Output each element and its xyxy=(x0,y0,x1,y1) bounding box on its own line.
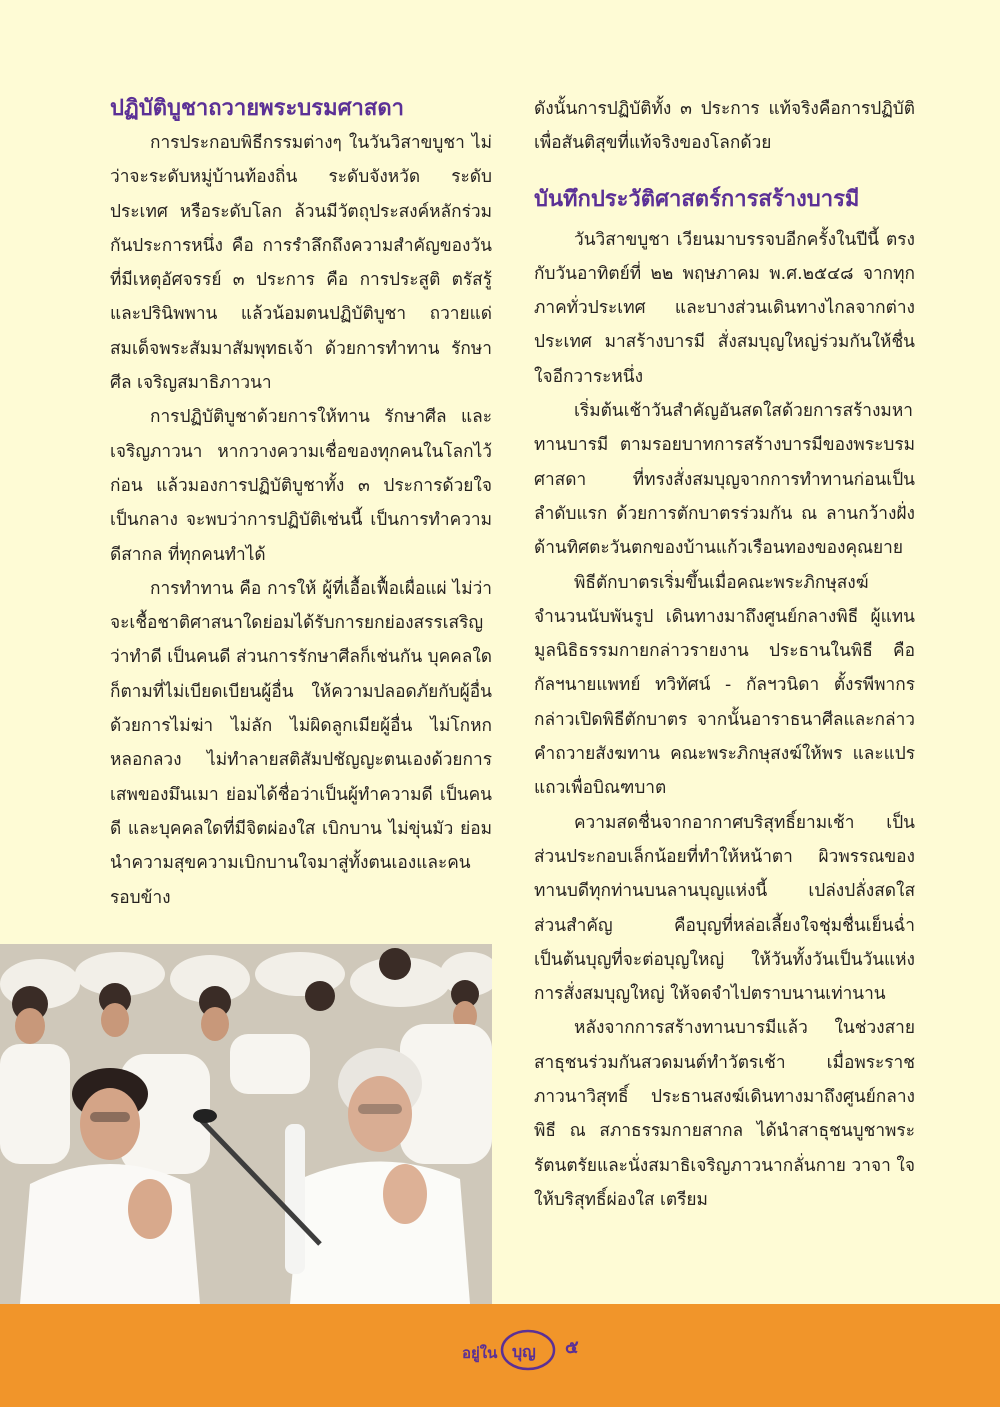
footer-bar xyxy=(0,1304,1000,1407)
svg-text:อยู่ใน: อยู่ใน xyxy=(462,1344,498,1362)
ceremony-photo-illustration xyxy=(0,944,492,1304)
paragraph: ความสดชื่นจากอากาศบริสุทธิ์ยามเช้า เป็นส่วนประกอบเล็กน้อยที่ทำให้หน้าตา ผิวพรรณของทานบดีทุกท่านบนลานบุญแห่งนี้ เปล่งปลั่งสดใส ส่วนสำคัญ คือบุญที่หล่อเลี้ยงใจชุ่มชื่นเย็นฉ่ำ เป็นต้นบุญที่จะต่อบุญใหญ่ ให้วันทั้งวันเป็นวันแห่งการสั่งสมบุญใหญ่ ให้จดจำไปตราบนานเท่านาน xyxy=(534,812,915,1005)
svg-text:บุญ: บุญ xyxy=(512,1342,536,1361)
ceremony-photo xyxy=(0,944,492,1304)
paragraph-intro: ดังนั้นการปฏิบัติทั้ง ๓ ประการ แท้จริงคือการปฏิบัติเพื่อสันติสุขที่แท้จริงของโลกด้วย xyxy=(534,99,915,154)
magazine-logo xyxy=(458,1328,558,1372)
paragraph: การประกอบพิธีกรรมต่างๆ ในวันวิสาขบูชา ไม่ว่าจะระดับหมู่บ้านท้องถิ่น ระดับจังหวัด ระดับประเทศ หรือระดับโลก ล้วนมีวัตถุประสงค์หลักร่วมกันประการหนึ่ง คือ การรำลึกถึงความสำคัญของวันที่มีเหตุอัศจรรย์ ๓ ประการ คือ การประสูติ ตรัสรู้ และปรินิพพาน แล้วน้อมตนปฏิบัติบูชา ถวายแด่สมเด็จพระสัมมาสัมพุทธเจ้า ด้วยการทำทาน รักษาศีล เจริญสมาธิภาวนา xyxy=(110,133,492,394)
right-column xyxy=(534,92,915,1217)
paragraph: หลังจากการสร้างทานบารมีแล้ว ในช่วงสายสาธุชนร่วมกันสวดมนต์ทำวัตรเช้า เมื่อพระราชภาวนาวิสุทธิ์ ประธานสงฆ์เดินทางมาถึงศูนย์กลางพิธี ณ สภาธรรมกายสากล ได้นำสาธุชนบูชาพระรัตนตรัยและนั่งสมาธิเจริญภาวนากลั่นกาย วาจา ใจ ให้บริสุทธิ์ผ่องใส เตรียม xyxy=(534,1018,915,1210)
paragraph: วันวิสาขบูชา เวียนมาบรรจบอีกครั้งในปีนี้ ตรงกับวันอาทิตย์ที่ ๒๒ พฤษภาคม พ.ศ.๒๕๔๘ จากทุกภาคทั่วประเทศ และบางส่วนเดินทางไกลจากต่างประเทศ มาสร้างบารมี สั่งสมบุญใหญ่ร่วมกันให้ชื่นใจอีกวาระหนึ่ง xyxy=(534,229,915,387)
paragraph: การทำทาน คือ การให้ ผู้ที่เอื้อเฟื้อเผื่อแผ่ ไม่ว่าจะเชื้อชาติศาสนาใดย่อมได้รับการยกย่องสรรเสริญว่าทำดี เป็นคนดี ส่วนการรักษาศีลก็เช่นกัน บุคคลใดก็ตามที่ไม่เบียดเบียนผู้อื่น ให้ความปลอดภัยกับผู้อื่น ด้วยการไม่ฆ่า ไม่ลัก ไม่ผิดลูกเมียผู้อื่น ไม่โกหก หลอกลวง ไม่ทำลายสติสัมปชัญญะตนเองด้วยการเสพของมึนเมา ย่อมได้ชื่อว่าเป็นผู้ทำความดี เป็นคนดี และบุคคลใดที่มีจิตผ่องใส เบิกบาน ไม่ขุ่นมัว ย่อมนำความสุขความเบิกบานใจมาสู่ทั้งตนเองและคนรอบข้าง xyxy=(110,578,492,908)
section-heading-history: บันทึกประวัติศาสตร์การสร้างบารมี xyxy=(534,186,860,212)
page-number: ๕ xyxy=(565,1337,579,1358)
paragraph: เริ่มต้นเช้าวันสำคัญอันสดใสด้วยการสร้างมหาทานบารมี ตามรอยบาทการสร้างบารมีของพระบรมศาสดา ที่ทรงสั่งสมบุญจากการทำทานก่อนเป็นลำดับแรก ด้วยการตักบาตรร่วมกัน ณ ลานกว้างฝั่งด้านทิศตะวันตกของบ้านแก้วเรือนทองของคุณยาย xyxy=(534,401,915,559)
paragraph: การปฏิบัติบูชาด้วยการให้ทาน รักษาศีล และเจริญภาวนา หากวางความเชื่อของทุกคนในโลกไว้ก่อน แล้วมองการปฏิบัติบูชาทั้ง ๓ ประการด้วยใจเป็นกลาง จะพบว่าการปฏิบัติเช่นนี้ เป็นการทำความดีสากล ที่ทุกคนทำได้ xyxy=(110,407,492,565)
paragraph: พิธีตักบาตรเริ่มขึ้นเมื่อคณะพระภิกษุสงฆ์จำนวนนับพันรูป เดินทางมาถึงศูนย์กลางพิธี ผู้แทนมูลนิธิธรรมกายกล่าวรายงาน ประธานในพิธี คือ กัลฯนายแพทย์ ทวิทัศน์ - กัลฯวนิดา ตั้งรพีพากร กล่าวเปิดพิธีตักบาตร จากนั้นอาราธนาศีลและกล่าวคำถวายสังฆทาน คณะพระภิกษุสงฆ์ให้พร และแปรแถวเพื่อบิณฑบาต xyxy=(534,572,915,799)
section-heading-worship: ปฏิบัติบูชาถวายพระบรมศาสดา xyxy=(110,96,404,121)
left-column xyxy=(110,92,492,915)
